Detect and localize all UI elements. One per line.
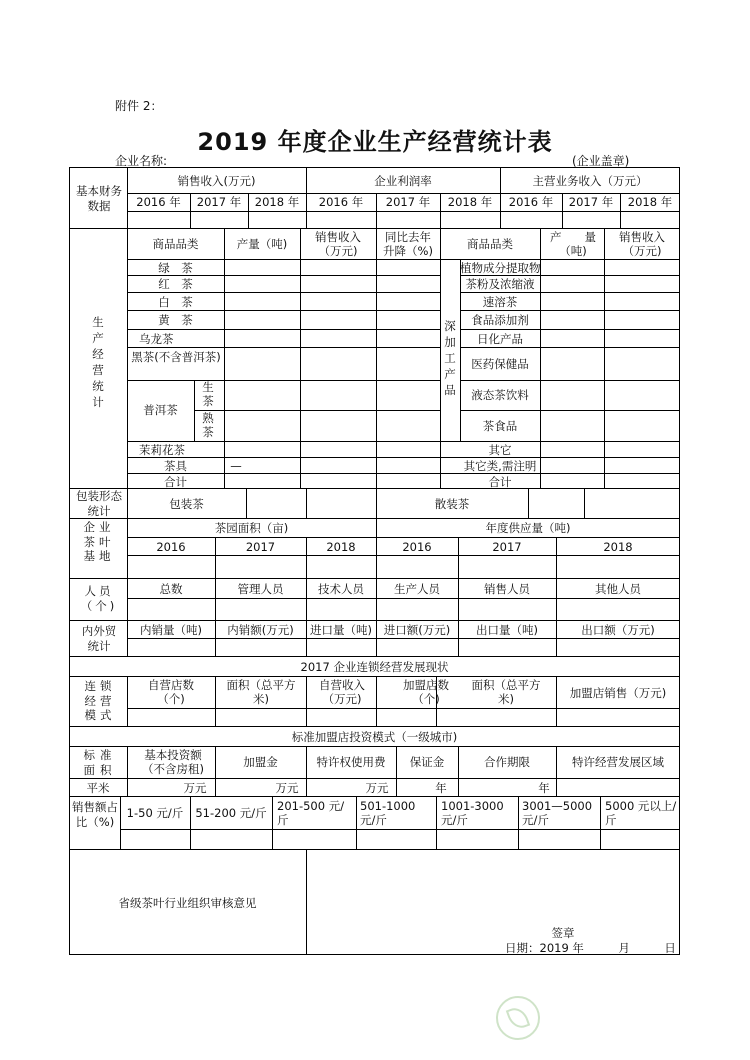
product-category: 茶粉及浓缩液 [465,277,535,291]
standard-col: 基本投资额（不含房租) [142,748,204,776]
chain-label: 连锁经营模式 [84,679,116,722]
total-label: 合计 [164,475,187,489]
product-category: 茶食品 [482,419,518,433]
year-cell: 2016 [402,540,432,554]
packed-tea: 包装茶 [169,497,204,511]
chain-col: 加盟店数（个) [403,678,449,706]
standard-col: 特许经营发展区域 [572,755,664,769]
tea-category: 绿 茶 [158,261,193,275]
trade-col: 进口额(万元) [383,623,451,637]
unit-wan: 万元 [365,781,389,795]
standard-area-label: 标准面积 [83,748,117,777]
tea-category: 黑茶(不含普洱茶) [131,350,221,364]
attachment-label: 附件 2： [115,99,163,113]
standard-col: 特许权使用费 [316,755,386,769]
product-category: 速溶茶 [482,295,518,309]
signature-label: 签章 [551,926,575,940]
price-band: 5000 元以上/斤 [605,799,677,827]
tea-category: 黄 茶 [158,313,193,327]
year-cell: 2017 [492,540,522,554]
loose-tea: 散装茶 [434,497,470,511]
staff-col: 管理人员 [237,582,284,596]
year-cell: 2018 [326,540,356,554]
page-title: 2019 年度企业生产经营统计表 [197,128,553,156]
staff-col: 技术人员 [318,582,364,596]
year-cell: 2016 年 [136,195,181,209]
tea-category: 茶具 [164,459,187,473]
product-category: 植物成分提取物 [460,261,541,275]
price-band: 51-200 元/斤 [195,806,267,820]
review-label: 省级茶叶行业组织审核意见 [118,896,257,910]
packaging-label: 包装形态统计 [76,489,122,518]
garden-area-header: 茶园面积（亩) [214,521,289,535]
tea-base-label: 企业茶叶基地 [83,520,115,563]
year-cell: 2017 年 [196,195,242,209]
year-cell: 2017 [245,540,276,554]
sales-ratio-label: 销售额占比（%) [72,800,118,829]
trade-col: 进口量（吨) [310,623,372,637]
sqm-unit: 平米 [86,781,110,795]
puer-raw: 生茶 [202,380,214,408]
year-cell: 2018 [603,540,633,554]
basic-finance-label: 基本财务数据 [76,184,122,213]
main-revenue-header: 主营业务收入（万元） [532,174,648,188]
product-category: 食品添加剂 [471,313,529,327]
sales-header-right: 销售收入（万元) [619,230,665,258]
seal-label: (企业盖章) [572,154,630,168]
company-name-label: 企业名称: [115,154,168,168]
puer-label: 普洱茶 [143,403,178,417]
chain-col: 加盟店销售（万元) [569,686,667,700]
profit-margin-header: 企业利润率 [374,174,432,188]
tea-category: 乌龙茶 [139,332,174,346]
unit-year: 年 [538,781,550,795]
output-header-right: 产 量（吨) [550,230,596,258]
category-header: 商品品类 [152,237,199,251]
puer-cooked: 熟茶 [202,411,214,439]
date-field: 日期：2019 年 月 日 [505,941,676,955]
trade-col: 出口额（万元) [581,623,655,637]
sales-revenue-header: 销售收入(万元) [177,174,256,188]
standard-col: 合作期限 [484,755,530,769]
tea-category: 白 茶 [158,295,193,309]
total-label-right: 合计 [488,475,512,489]
standard-col: 加盟金 [243,755,278,769]
output-header: 产量（吨) [236,237,288,251]
chain-col: 自营店数（个) [148,678,194,706]
sales-header: 销售收入（万元) [315,230,361,258]
staff-col: 生产人员 [394,582,440,596]
tea-category: 红 茶 [158,277,193,291]
unit-wan: 万元 [275,781,299,795]
staff-col: 总数 [159,582,183,596]
year-cell: 2017 年 [568,195,614,209]
supply-header: 年度供应量（吨) [485,521,571,535]
year-cell: 2018 年 [627,195,673,209]
price-band: 501-1000 元/斤 [360,799,416,827]
trade-col: 内销量（吨) [140,623,202,637]
product-category: 其它 [488,443,512,457]
teaware-output: — [230,459,242,473]
staff-col: 销售人员 [484,582,530,596]
standard-heading: 标准加盟店投资模式（一级城市) [291,730,458,744]
chain-col: 面积（总平方米) [471,678,541,706]
year-cell: 2018 年 [254,195,300,209]
product-category: 医药保健品 [471,357,529,371]
staff-col: 其他人员 [595,582,641,596]
yoy-header: 同比去年升降（%) [383,230,433,258]
price-band: 1-50 元/斤 [126,806,184,820]
leaf-watermark-icon [496,996,540,1040]
chain-col: 面积（总平方米) [226,678,296,706]
year-cell: 2017 年 [385,195,431,209]
product-category: 其它类,需注明 [463,459,537,473]
tea-category: 茉莉花茶 [139,443,185,457]
trade-col: 出口量（吨) [476,623,538,637]
chain-heading: 2017 企业连锁经营发展现状 [300,660,449,674]
unit-wan: 万元 [183,781,207,795]
product-category: 液态茶饮料 [471,388,529,402]
price-band: 1001-3000 元/斤 [441,799,504,827]
price-band: 201-500 元/斤 [277,799,345,827]
year-cell: 2016 年 [318,195,364,209]
year-cell: 2018 年 [447,195,493,209]
product-category: 日化产品 [477,332,523,346]
production-label: 生产经营统计 [92,315,104,409]
trade-label: 内外贸统计 [81,624,117,653]
chain-col: 自营收入（万元) [319,678,365,706]
staff-label: 人员（个) [80,584,118,613]
year-cell: 2016 [156,540,186,554]
category-header-right: 商品品类 [467,237,513,251]
trade-col: 内销额(万元) [227,623,294,637]
unit-wan: 年 [435,781,447,795]
price-band: 3001—5000 元/斤 [522,799,593,827]
standard-col: 保证金 [409,755,445,769]
year-cell: 2016 年 [508,195,554,209]
deep-processing-label: 深加工产品 [444,319,456,397]
